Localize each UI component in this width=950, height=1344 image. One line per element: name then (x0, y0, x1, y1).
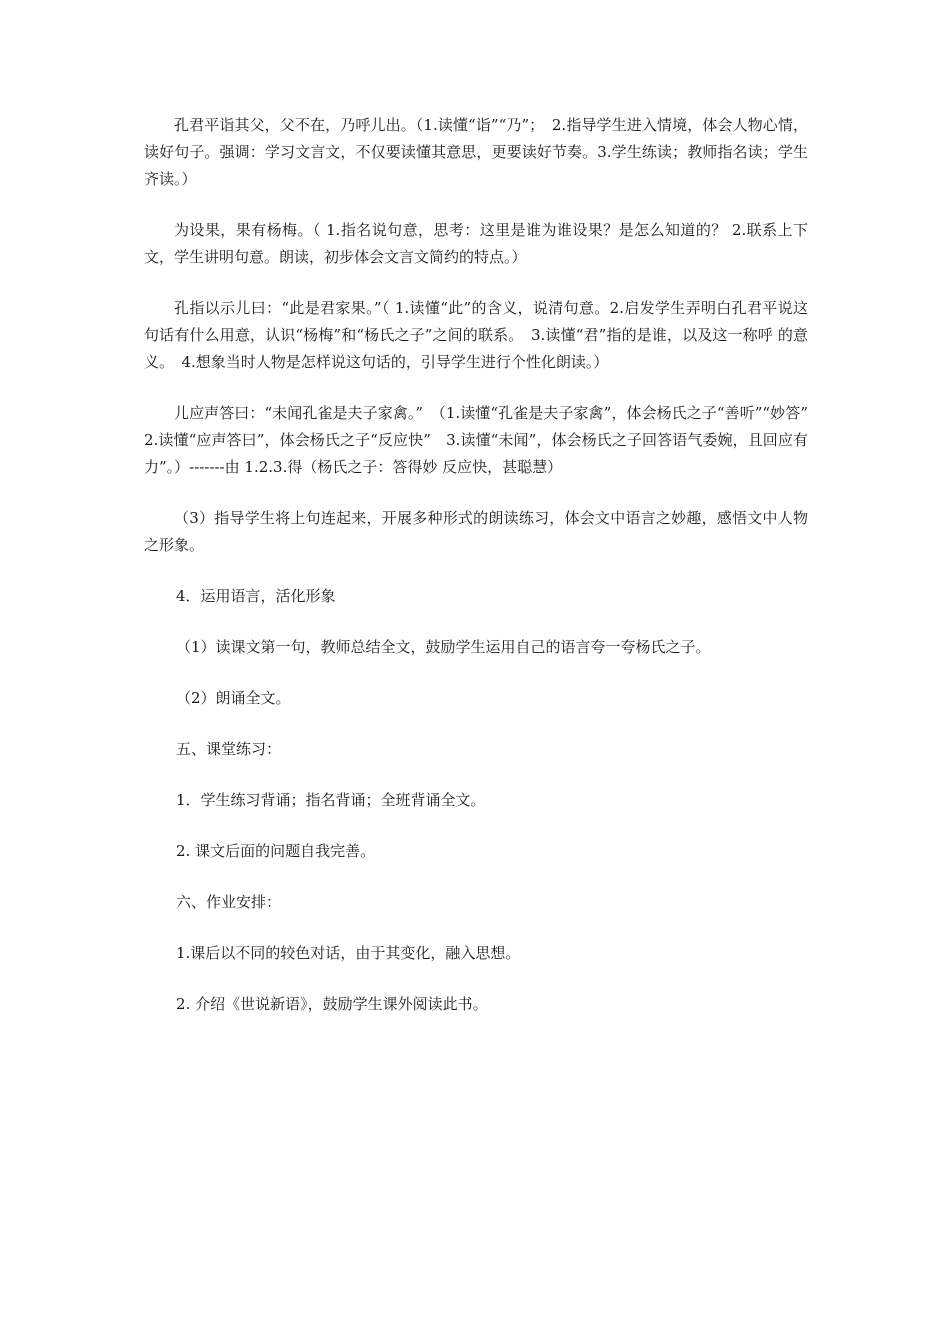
paragraph-child-answers: 儿应声答曰：“未闻孔雀是夫子家禽。” （1.读懂“孔雀是夫子家禽”，体会杨氏之子“善听”“妙答” 2.读懂“应声答曰”，体会杨氏之子“反应快” 3.读懂“未闻”，体会杨氏之子回答语气委婉，且回应有力”。）-------由 1.2.3.得（杨氏之子：答得妙 反应快，甚聪慧） (144, 404, 808, 476)
section-use-language: 4．运用语言，活化形象 (176, 587, 336, 605)
paragraph-fruit-served: 为设果，果有杨梅。（ 1.指名说句意，思考：这里是谁为谁设果？是怎么知道的？ 2.联系上下文，学生讲明句意。朗读，初步体会文言文简约的特点。） (144, 221, 808, 266)
list-item-dialogue: 1.课后以不同的较色对话，由于其变化，融入思想。 (176, 944, 521, 962)
list-item-praise-child: （1）读课文第一句，教师总结全文，鼓励学生运用自己的语言夸一夸杨氏之子。 (176, 638, 711, 656)
document-body (144, 112, 808, 1042)
list-item-memorize: 1．学生练习背诵；指名背诵；全班背诵全文。 (176, 791, 486, 809)
list-item-recite-text: （2）朗诵全文。 (176, 689, 291, 707)
section-homework: 六、作业安排： (176, 893, 282, 911)
paragraph-kong-points: 孔指以示儿曰：“此是君家果。”（ 1.读懂“此”的含义，说清句意。2.启发学生弄明白孔君平说这句话有什么用意，认识“杨梅”和“杨氏之子”之间的联系。 3.读懂“君”指的是谁，以及这一称呼 的意义。 4.想象当时人物是怎样说这句话的，引导学生进行个性化朗读。） (144, 299, 808, 371)
section-class-exercise: 五、课堂练习： (176, 740, 282, 758)
list-item-introduce-book: 2. 介绍《世说新语》，鼓励学生课外阅读此书。 (176, 995, 488, 1013)
paragraph-kong-visits: 孔君平诣其父，父不在，乃呼儿出。（1.读懂“诣”“乃”； 2.指导学生进入情境，体会人物心情，读好句子。强调：学习文言文，不仅要读懂其意思，更要读好节奏。3.学生练读；教师指名读；学生齐读。） (144, 116, 808, 188)
paragraph-reading-practice: （3）指导学生将上句连起来，开展多种形式的朗读练习，体会文中语言之妙趣，感悟文中人物之形象。 (144, 509, 808, 554)
list-item-questions: 2. 课文后面的问题自我完善。 (176, 842, 376, 860)
